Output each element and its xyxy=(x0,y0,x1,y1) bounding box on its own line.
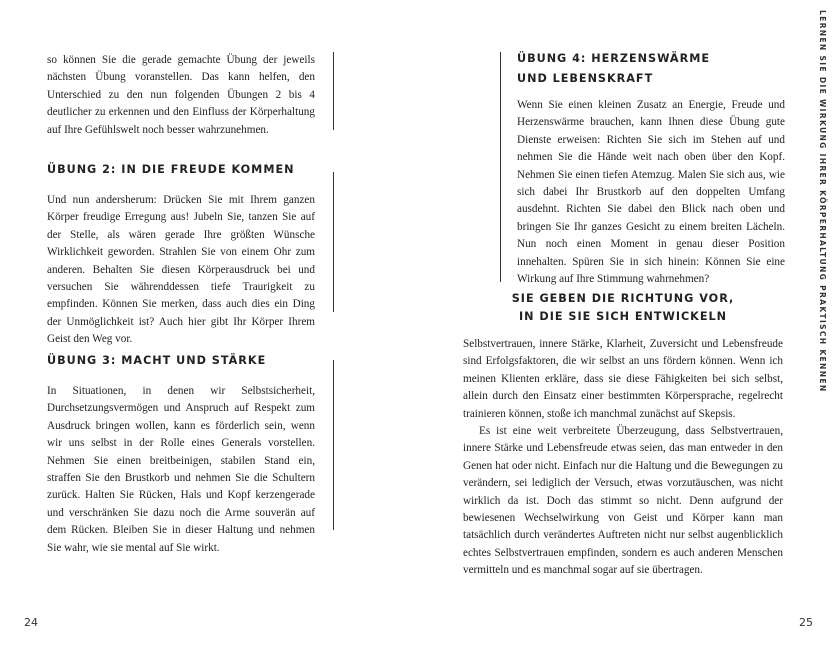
exercise4-heading-line1: ÜBUNG 4: HERZENSWÄRME xyxy=(517,52,710,65)
exercise3-text: In Situationen, in denen wir Selbstsicherheit, Durchsetzungsvermögen und Anspruch auf Respekt zum Ausdruck bringen wollen, kann es förderlich sein, wenn wir uns selbst in der Rolle eines Generals vorstellen. Nehmen Sie einen breitbeinigen, stabilen Stand ein, straffen Sie den Brustkorb und nehmen Sie die Schultern zurück. Halten Sie Rücken, Hals und Kopf kerzengerade und verschränken Sie dazu noch die Arme souverän auf dem Rücken. Bleiben Sie in dieser Haltung und nehmen Sie wahr, wie sie mental auf Sie wirkt. xyxy=(47,385,315,554)
exercise4-text: Wenn Sie einen kleinen Zusatz an Energie, Freude und Herzenswärme brauchen, kann Ihnen diese Übung gute Dienste erweisen: Richten Sie sich im Stehen auf und nehmen Sie die Hände weit nach oben über den Kopf. Nehmen Sie einen tiefen Atemzug. Malen Sie sich aus, wie sich dabei Ihr Brustkorb auf den doppelten Umfang ausdehnt. Richten Sie dabei den Blick nach oben und bringen Sie Ihr ganzes Gesicht zu einem breiten Lächeln. Nun noch einen Moment in genau dieser Position innehalten. Spüren Sie in sich hinein: Können Sie eine Wirkung auf Ihre Stimmung wahrnehmen? xyxy=(517,99,785,286)
page-number: 25 xyxy=(799,616,813,629)
page-number: 24 xyxy=(24,616,38,629)
section-body xyxy=(463,336,783,580)
exercise2-text: Und nun andersherum: Drücken Sie mit Ihrem ganzen Körper freudige Erregung aus! Jubeln Sie, tanzen Sie auf der Stelle, als wären gerade Ihre größten Wünsche Wirklichkeit geworden. Strahlen Sie von einem Ohr zum anderen. Behalten Sie diesen Körperausdruck bei und versuchen Sie währenddessen tiefe Traurigkeit zu empfinden. Können Sie merken, dass auch dies ein Ding der Unmöglichkeit ist? Auch hier gibt Ihr Körper Ihrem Geist den Weg vor. xyxy=(47,194,315,346)
exercise3-heading: ÜBUNG 3: MACHT UND STÄRKE xyxy=(47,354,267,367)
section-paragraph: Selbstvertrauen, innere Stärke, Klarheit, Zuversicht und Lebensfreude sind Erfolgsfaktoren, die wir selbst an uns fördern können. Wenn ich meinen Klienten erkläre, dass sie diese Fähigkeiten bei sich selbst, allein durch den Einsatz einer bestimmten Körpersprache, regelrecht trainieren können, stoße ich manchmal zunächst auf Skepsis. xyxy=(463,338,783,420)
section-heading-line1: SIE GEBEN DIE RICHTUNG VOR, xyxy=(511,292,735,305)
right-page xyxy=(416,0,833,648)
margin-rule xyxy=(333,172,334,312)
exercise4-heading xyxy=(517,50,797,87)
intro-paragraph: so können Sie die gerade gemachte Übung der jeweils nächsten Übung voranstellen. Das kann helfen, den Unterschied zu den nun folgenden Übungen 2 bis 4 deutlicher zu erkennen und den Einfluss der Körperhaltung auf Ihre Gefühlswelt noch besser wahrzunehmen. xyxy=(47,54,315,136)
running-head: LERNEN SIE DIE WIRKUNG IHRER KÖRPERHALTUNG PRAKTISCH KENNEN xyxy=(818,10,827,393)
margin-rule xyxy=(333,360,334,530)
section-heading-line2: IN DIE SIE SICH ENTWICKELN xyxy=(518,310,727,323)
section-heading xyxy=(463,290,783,325)
exercise2-heading: ÜBUNG 2: IN DIE FREUDE KOMMEN xyxy=(47,163,295,176)
margin-rule xyxy=(500,52,501,282)
margin-rule xyxy=(333,52,334,130)
left-page xyxy=(0,0,416,648)
section-paragraph: Es ist eine weit verbreitete Überzeugung, dass Selbstvertrauen, innere Stärke und Lebensfreude etwas seien, das man entweder in den Genen hat oder nicht. Einfach nur die Haltung und die Bewegungen zu verändern, sei lediglich der Versuch, etwas vorzutäuschen, was nicht wirklich da ist. Doch das stimmt so nicht. Denn aufgrund der bewiesenen Wechselwirkung von Geist und Körper kann man tatsächlich durch verändertes Auftreten nicht nur selbst augenblicklich echtes Selbstvertrauen empfinden, sondern es auch anderen Menschen vermitteln und es manchmal sogar auf sie übertragen. xyxy=(463,425,783,577)
exercise4-heading-line2: UND LEBENSKRAFT xyxy=(517,72,654,85)
